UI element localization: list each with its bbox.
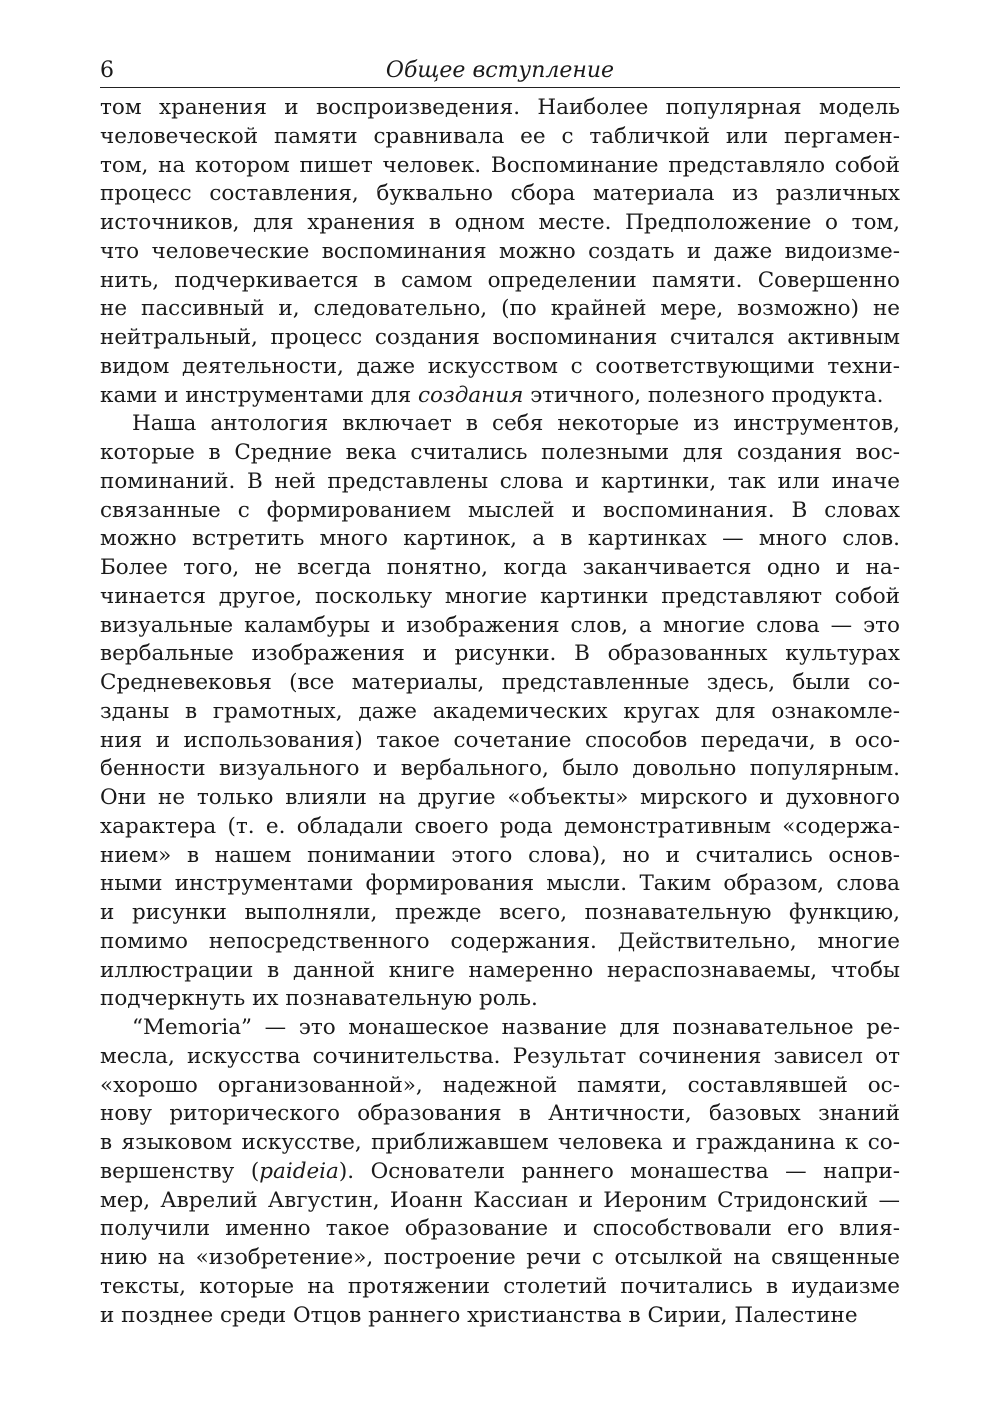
text-segment: получили именно такое образование и способствовали его влия- (100, 1216, 900, 1242)
text-segment: месла, искусства сочинительства. Результат сочинения зависел от (100, 1043, 900, 1069)
text-line (100, 525, 900, 554)
text-line (100, 813, 900, 842)
text-segment: том хранения и воспроизведения. Наиболее популярная модель (100, 95, 900, 120)
text-segment: характера (т. е. обладали своего рода демонстративным «содержа- (100, 813, 900, 839)
text-line (100, 267, 900, 296)
paragraph (100, 94, 900, 410)
text-segment: этичного, полезного продукта. (523, 382, 884, 408)
page-number: 6 (100, 58, 114, 83)
text-line (100, 353, 900, 382)
paragraph (100, 410, 900, 1014)
text-segment: можно встретить много картинок, а в картинках — много слов. (100, 526, 900, 552)
text-line (100, 1014, 900, 1043)
text-line (100, 382, 900, 411)
text-segment: что человеческие воспоминания можно создать и даже видоизме- (100, 238, 900, 264)
text-segment: ). Основатели раннего монашества — напри- (338, 1158, 900, 1184)
text-segment: Они не только влияли на другие «объекты» мирского и духовного (100, 785, 900, 810)
text-line (100, 1100, 900, 1129)
text-line (100, 94, 900, 123)
text-line (100, 1273, 900, 1302)
text-line (100, 180, 900, 209)
text-line (100, 1302, 900, 1331)
text-segment: которые в Средние века считались полезными для создания вос- (100, 440, 900, 465)
text-line (100, 238, 900, 267)
text-segment: Более того, не всегда понятно, когда заканчивается одно и на- (100, 555, 900, 580)
text-segment: подчеркнуть их познавательную роль. (100, 986, 538, 1012)
text-segment: ками и инструментами для (100, 382, 418, 408)
text-segment: нию на «изобретение», построение речи с отсылкой на священные (100, 1245, 900, 1270)
text-segment: мер, Аврелий Августин, Иоанн Кассиан и Иероним Стридонский — (100, 1187, 900, 1213)
text-segment: и позднее среди Отцов раннего христианства в Сирии, Палестине (100, 1302, 858, 1328)
text-segment: тексты, которые на протяжении столетий почитались в иудаизме (100, 1273, 900, 1299)
text-segment: «хорошо организованной», надежной памяти, составлявшей ос- (100, 1072, 900, 1098)
text-segment: вершенству ( (100, 1158, 260, 1184)
italic-term: paideia (259, 1158, 339, 1184)
text-line (100, 1187, 900, 1216)
text-line (100, 439, 900, 468)
text-segment: нием» в нашем понимании этого слова), но и считались основ- (100, 842, 900, 868)
text-line (100, 1043, 900, 1072)
text-line (100, 1072, 900, 1101)
text-line (100, 1129, 900, 1158)
text-segment: в языковом искусстве, приближавшем человека и гражданина к со- (100, 1130, 900, 1155)
text-line (100, 784, 900, 813)
running-header (100, 55, 900, 88)
text-line (100, 928, 900, 957)
text-segment: нить, подчеркивается в самом определении памяти. Совершенно (100, 267, 900, 293)
text-line (100, 1244, 900, 1273)
text-line (100, 698, 900, 727)
text-segment: связанные с формированием мыслей и воспоминания. В словах (100, 497, 900, 523)
text-segment: нейтральный, процесс создания воспоминания считался активным (100, 325, 900, 350)
book-page (100, 55, 900, 1330)
paragraph (100, 1014, 900, 1330)
text-segment: “Memoria” — это монашеское название для познавательное ре- (132, 1015, 900, 1040)
text-line (100, 727, 900, 756)
text-line (100, 410, 900, 439)
text-line (100, 899, 900, 928)
text-line (100, 554, 900, 583)
text-line (100, 1158, 900, 1187)
text-segment: источников, для хранения в одном месте. Предположение о том, (100, 210, 900, 235)
text-segment: видом деятельности, даже искусством с соответствующими техни- (100, 353, 900, 379)
text-segment: бенности визуального и вербального, было довольно популярным. (100, 756, 900, 782)
text-segment: чинается другое, поскольку многие картинки представляют собой (100, 583, 900, 609)
text-line (100, 612, 900, 641)
text-segment: визуальные каламбуры и изображения слов, а многие слова — это (100, 612, 900, 638)
text-line (100, 1215, 900, 1244)
running-title: Общее вступление (385, 58, 615, 83)
text-line (100, 669, 900, 698)
text-line (100, 640, 900, 669)
text-segment: процесс составления, буквально сбора материала из различных (100, 181, 900, 207)
text-segment: ными инструментами формирования мысли. Таким образом, слова (100, 871, 900, 897)
text-line (100, 957, 900, 986)
body-text (100, 94, 900, 1330)
text-segment: помимо непосредственного содержания. Действительно, многие (100, 928, 900, 954)
text-segment: Наша антология включает в себя некоторые из инструментов, (132, 411, 900, 437)
text-line (100, 842, 900, 871)
text-line (100, 324, 900, 353)
text-segment: том, на котором пишет человек. Воспоминание представляло собой (100, 152, 900, 178)
text-line (100, 123, 900, 152)
text-line (100, 497, 900, 526)
text-line (100, 583, 900, 612)
text-segment: поминаний. В ней представлены слова и картинки, так или иначе (100, 468, 900, 494)
text-line (100, 755, 900, 784)
text-line (100, 152, 900, 181)
text-line (100, 295, 900, 324)
text-line (100, 468, 900, 497)
text-segment: ния и использования) такое сочетание способов передачи, в осо- (100, 727, 900, 753)
italic-term: создания (418, 382, 524, 408)
text-segment: человеческой памяти сравнивала ее с табличкой или пергамен- (100, 123, 900, 149)
text-segment: нову риторического образования в Античности, базовых знаний (100, 1101, 900, 1127)
text-segment: вербальные изображения и рисунки. В образованных культурах (100, 641, 900, 667)
text-line (100, 209, 900, 238)
text-line (100, 985, 900, 1014)
text-segment: иллюстрации в данной книге намеренно нераспознаваемы, чтобы (100, 957, 900, 983)
text-segment: зданы в грамотных, даже академических кругах для ознакомле- (100, 698, 900, 724)
text-segment: и рисунки выполняли, прежде всего, познавательную функцию, (100, 900, 900, 925)
text-segment: Средневековья (все материалы, представленные здесь, были со- (100, 670, 900, 695)
text-line (100, 870, 900, 899)
text-segment: не пассивный и, следовательно, (по крайней мере, возможно) не (100, 296, 900, 322)
